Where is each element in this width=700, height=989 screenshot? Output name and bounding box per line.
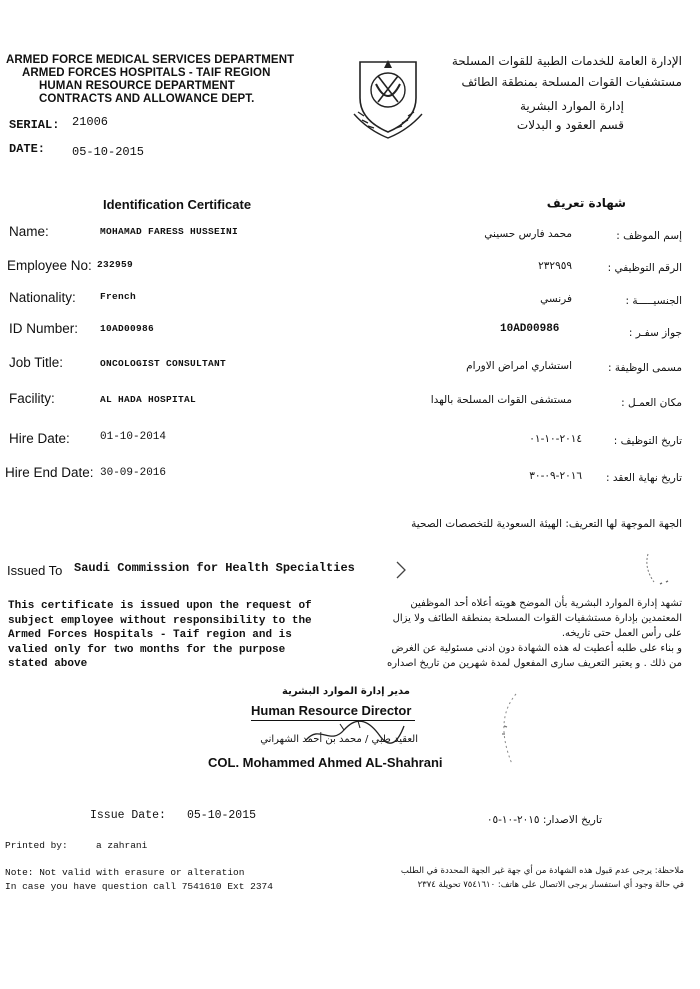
id-number-label: ID Number: [9,321,79,336]
issued-to-value: Saudi Commission for Health Specialties [74,561,355,575]
signature-name-ar: العقيد طبي / محمد بن أحمد الشهراني [260,734,418,745]
job-title-value: ONCOLOGIST CONSULTANT [100,358,227,369]
id-number-value-ar: 10AD00986 [500,323,560,335]
footer-contact-en: In case you have question call 7541610 Ext 2374 [5,881,273,892]
stamp-fragment-icon [486,690,526,770]
issue-date-ar: تاريخ الاصدار: ٢٠١٥-١٠-٠٥ [486,814,602,826]
printed-by-value: a zahrani [96,840,148,851]
printed-by-label: Printed by: [5,840,68,851]
employee-no-label-ar: الرقم التوظيفي : [607,262,682,274]
issue-date-label: Issue Date: [90,809,166,822]
hire-date-label-ar: تاريخ التوظيف : [613,435,682,447]
issued-to-ar: الجهة الموجهة لها التعريف: الهيئة السعودية للتخصصات الصحية [411,518,682,530]
hire-date-value: 01-10-2014 [100,431,167,443]
id-number-label-ar: جواز سفـر : [628,327,682,339]
statement-en: This certificate is issued upon the request of subject employee without responsibility to the Armed Forces Hospitals - Taif region and is valied only for two months for the purpose stated above [8,600,312,670]
name-label-ar: إسم الموظف : [616,230,682,242]
name-value-ar: محمد فارس حسيني [484,228,572,240]
footer-contact-ar: في حالة وجود أي استفسار يرجى الاتصال على هاتف: ٧٥٤١٦١٠ تحويلة ٢٣٧٤ [417,880,684,890]
signature-title: Human Resource Director [251,703,412,718]
statement-ar: تشهد إدارة الموارد البشرية بأن الموضح هويته أعلاه أحد الموظفين المعتمدين بإدارة مستشفيات القوات المسلحة بمنطقة الطائف ولا يزال على رأس العمل حتى تاريخه. و بناء على طلبه أعطيت له هذه الشهادة دون ادنى مسئولية عن الغرض من ذلك . و يعتبر التعريف سارى المفعول لمدة شهرين من تاريخ اصداره [387,598,682,669]
hire-end-date-value-ar: ٢٠١٦-٠٩-٣٠ [529,470,582,482]
header-ar-line-4: قسم العقود و البدلات [516,118,624,132]
nationality-label: Nationality: [9,290,76,305]
handwritten-signature-icon [300,718,410,748]
issued-to-label: Issued To [7,563,63,578]
date-label: DATE: [9,142,46,156]
employee-no-value: 232959 [97,259,134,270]
id-number-value: 10AD00986 [100,323,155,334]
header-ar-line-1: الإدارة العامة للخدمات الطبية للقوات المسلحة [451,54,682,68]
job-title-label-ar: مسمى الوظيفة : [607,362,682,374]
header-line-1: ARMED FORCE MEDICAL SERVICES DEPARTMENT [6,54,295,66]
signature-title-ar: مدير إدارة الموارد البشرية [282,686,410,697]
serial-label: SERIAL: [9,118,60,132]
hire-end-date-value: 30-09-2016 [100,467,167,479]
employee-no-value-ar: ٢٣٢٩٥٩ [538,260,572,272]
facility-label: Facility: [9,391,55,406]
nationality-value: French [100,291,137,302]
hire-end-date-label: Hire End Date: [5,465,94,480]
hire-date-value-ar: ٢٠١٤-١٠-٠١ [529,433,582,445]
nationality-value-ar: فرنسي [540,293,572,305]
name-label: Name: [9,224,49,239]
signature-name: COL. Mohammed Ahmed AL-Shahrani [208,755,443,770]
job-title-label: Job Title: [9,355,64,370]
hire-end-date-label-ar: تاريخ نهاية العقد : [606,472,682,484]
name-value: MOHAMAD FARESS HUSSEINI [100,226,239,237]
nationality-label-ar: الجنسيـــــة : [625,295,682,307]
stamp-fragment-icon [640,548,680,588]
serial-value: 21006 [72,115,109,129]
header-line-3: HUMAN RESOURCE DEPARTMENT [39,80,235,92]
facility-label-ar: مكان العمـل : [621,397,682,409]
date-value: 05-10-2015 [72,145,145,159]
job-title-value-ar: استشاري امراض الاورام [466,360,572,372]
certificate-title: Identification Certificate [103,197,252,212]
facility-value: AL HADA HOSPITAL [100,394,197,405]
hire-date-label: Hire Date: [9,431,70,446]
armed-forces-emblem-icon [348,54,428,142]
footer-note-en: Note: Not valid with erasure or alteration [5,867,245,878]
footer-note-ar: ملاحظة: يرجى عدم قبول هذه الشهادة من أي جهة غير الجهة المحددة في الطلب [400,866,684,876]
certificate-title-ar: شهادة تعريف [546,196,626,210]
issue-date-value: 05-10-2015 [187,809,257,822]
employee-no-label: Employee No: [7,258,92,273]
header-ar-line-2: مستشفيات القوات المسلحة بمنطقة الطائف [461,75,682,89]
header-line-4: CONTRACTS AND ALLOWANCE DEPT. [39,93,255,105]
header-line-2: ARMED FORCES HOSPITALS - TAIF REGION [22,67,271,79]
facility-value-ar: مستشفى القوات المسلحة بالهدا [430,394,572,406]
chevron-right-icon [394,560,408,580]
header-ar-line-3: إدارة الموارد البشرية [519,99,624,113]
